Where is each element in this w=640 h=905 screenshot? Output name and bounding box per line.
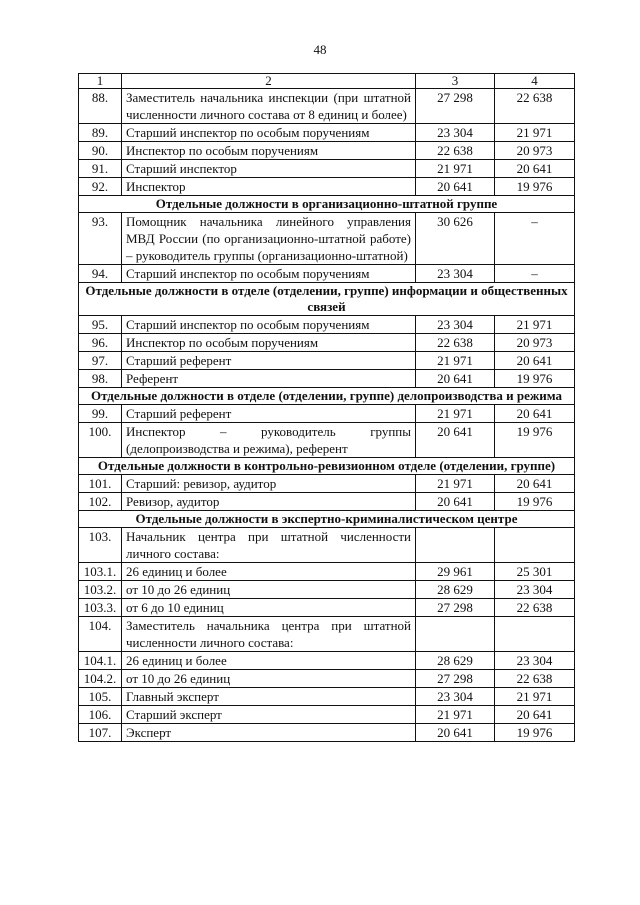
salary-table xyxy=(78,73,575,742)
section-title: Отдельные должности в экспертно-криминалистическом центре xyxy=(79,511,575,528)
table-row xyxy=(79,652,575,670)
table-row xyxy=(79,142,575,160)
row-value-col3: 20 641 xyxy=(416,423,495,458)
row-value-col4: 23 304 xyxy=(495,652,575,670)
row-description: Инспектор – руководитель группы (делопроизводства и режима), референт xyxy=(122,423,416,458)
row-number: 105. xyxy=(79,688,122,706)
table-row xyxy=(79,475,575,493)
table-row xyxy=(79,265,575,283)
section-title: Отдельные должности в организационно-штатной группе xyxy=(79,196,575,213)
row-number: 101. xyxy=(79,475,122,493)
row-description: Референт xyxy=(122,370,416,388)
table-row xyxy=(79,316,575,334)
header-col-3: 3 xyxy=(416,74,495,89)
row-value-col4: 20 641 xyxy=(495,706,575,724)
section-row xyxy=(79,458,575,475)
row-description: от 6 до 10 единиц xyxy=(122,599,416,617)
row-value-col4: 19 976 xyxy=(495,178,575,196)
row-number: 98. xyxy=(79,370,122,388)
row-value-col3: 23 304 xyxy=(416,316,495,334)
row-number: 103.2. xyxy=(79,581,122,599)
row-value-col3: 20 641 xyxy=(416,724,495,742)
row-value-col3: 27 298 xyxy=(416,599,495,617)
row-value-col3: 23 304 xyxy=(416,265,495,283)
table-row xyxy=(79,688,575,706)
row-description: Старший инспектор xyxy=(122,160,416,178)
row-description: от 10 до 26 единиц xyxy=(122,670,416,688)
section-title: Отдельные должности в отделе (отделении, группе) делопроизводства и режима xyxy=(79,388,575,405)
row-value-col4: 25 301 xyxy=(495,563,575,581)
row-number: 106. xyxy=(79,706,122,724)
row-number: 104.1. xyxy=(79,652,122,670)
row-value-col3: 27 298 xyxy=(416,670,495,688)
row-value-col3: 20 641 xyxy=(416,178,495,196)
table-row xyxy=(79,599,575,617)
row-number: 107. xyxy=(79,724,122,742)
row-description: Заместитель начальника инспекции (при штатной численности личного состава от 8 единиц и более) xyxy=(122,89,416,124)
row-number: 93. xyxy=(79,213,122,265)
row-number: 92. xyxy=(79,178,122,196)
header-row xyxy=(79,74,575,89)
table-row xyxy=(79,563,575,581)
row-value-col4: – xyxy=(495,213,575,265)
row-number: 91. xyxy=(79,160,122,178)
row-description: Старший инспектор по особым поручениям xyxy=(122,124,416,142)
row-description: Помощник начальника линейного управления МВД России (по организационно-штатной работе) – руководитель группы (организационно-штатной) xyxy=(122,213,416,265)
row-value-col4: 21 971 xyxy=(495,124,575,142)
row-description: Старший эксперт xyxy=(122,706,416,724)
row-description: Старший: ревизор, аудитор xyxy=(122,475,416,493)
row-value-col4: 20 641 xyxy=(495,352,575,370)
row-value-col3: 29 961 xyxy=(416,563,495,581)
row-value-col3: 21 971 xyxy=(416,160,495,178)
row-value-col3: 28 629 xyxy=(416,581,495,599)
section-row xyxy=(79,511,575,528)
table-row xyxy=(79,334,575,352)
row-value-col4: 20 641 xyxy=(495,160,575,178)
row-value-col4: 19 976 xyxy=(495,493,575,511)
row-number: 104. xyxy=(79,617,122,652)
row-number: 95. xyxy=(79,316,122,334)
table-row xyxy=(79,160,575,178)
table-row xyxy=(79,213,575,265)
row-description: 26 единиц и более xyxy=(122,563,416,581)
section-row xyxy=(79,196,575,213)
row-value-col4: 21 971 xyxy=(495,688,575,706)
page-number: 48 xyxy=(313,42,327,57)
row-number: 97. xyxy=(79,352,122,370)
row-value-col4: 20 641 xyxy=(495,405,575,423)
row-description: Инспектор xyxy=(122,178,416,196)
section-title: Отдельные должности в отделе (отделении, группе) информации и общественных связей xyxy=(79,283,575,316)
row-value-col3: 21 971 xyxy=(416,352,495,370)
row-value-col3: 20 641 xyxy=(416,493,495,511)
row-value-col3: 28 629 xyxy=(416,652,495,670)
section-title: Отдельные должности в контрольно-ревизионном отделе (отделении, группе) xyxy=(79,458,575,475)
table-row xyxy=(79,724,575,742)
table-row xyxy=(79,423,575,458)
row-value-col4: 22 638 xyxy=(495,599,575,617)
row-value-col4: 21 971 xyxy=(495,316,575,334)
header-col-1: 1 xyxy=(79,74,122,89)
row-value-col3: 23 304 xyxy=(416,124,495,142)
row-value-col3: 27 298 xyxy=(416,89,495,124)
row-description: 26 единиц и более xyxy=(122,652,416,670)
table-row xyxy=(79,370,575,388)
row-number: 104.2. xyxy=(79,670,122,688)
row-description: Начальник центра при штатной численности личного состава: xyxy=(122,528,416,563)
row-number: 102. xyxy=(79,493,122,511)
row-number: 94. xyxy=(79,265,122,283)
table-row xyxy=(79,706,575,724)
row-description: Старший инспектор по особым поручениям xyxy=(122,316,416,334)
row-value-col3: 21 971 xyxy=(416,475,495,493)
row-value-col4 xyxy=(495,528,575,563)
row-number: 99. xyxy=(79,405,122,423)
row-number: 100. xyxy=(79,423,122,458)
row-value-col3 xyxy=(416,617,495,652)
row-description: Старший референт xyxy=(122,405,416,423)
table-row xyxy=(79,178,575,196)
row-value-col4: 19 976 xyxy=(495,370,575,388)
table-row xyxy=(79,89,575,124)
row-value-col3: 30 626 xyxy=(416,213,495,265)
row-description: Инспектор по особым поручениям xyxy=(122,334,416,352)
row-value-col4: 22 638 xyxy=(495,670,575,688)
section-row xyxy=(79,283,575,316)
row-value-col4: 20 973 xyxy=(495,142,575,160)
row-number: 103. xyxy=(79,528,122,563)
row-description: Старший инспектор по особым поручениям xyxy=(122,265,416,283)
row-value-col4: 19 976 xyxy=(495,724,575,742)
row-description: Главный эксперт xyxy=(122,688,416,706)
row-value-col4: 22 638 xyxy=(495,89,575,124)
row-value-col4: 19 976 xyxy=(495,423,575,458)
header-col-2: 2 xyxy=(122,74,416,89)
row-value-col3: 22 638 xyxy=(416,142,495,160)
row-number: 103.3. xyxy=(79,599,122,617)
row-description: Эксперт xyxy=(122,724,416,742)
row-value-col3 xyxy=(416,528,495,563)
table-row xyxy=(79,493,575,511)
row-description: Старший референт xyxy=(122,352,416,370)
row-number: 96. xyxy=(79,334,122,352)
row-description: Ревизор, аудитор xyxy=(122,493,416,511)
row-value-col3: 23 304 xyxy=(416,688,495,706)
table-row xyxy=(79,617,575,652)
section-row xyxy=(79,388,575,405)
row-number: 90. xyxy=(79,142,122,160)
row-description: от 10 до 26 единиц xyxy=(122,581,416,599)
row-value-col3: 21 971 xyxy=(416,405,495,423)
table-body xyxy=(79,89,575,742)
row-value-col4: 20 641 xyxy=(495,475,575,493)
row-description: Заместитель начальника центра при штатной численности личного состава: xyxy=(122,617,416,652)
row-number: 89. xyxy=(79,124,122,142)
table-row xyxy=(79,528,575,563)
row-value-col3: 20 641 xyxy=(416,370,495,388)
table-row xyxy=(79,581,575,599)
row-number: 103.1. xyxy=(79,563,122,581)
row-number: 88. xyxy=(79,89,122,124)
row-value-col4: 20 973 xyxy=(495,334,575,352)
row-value-col3: 21 971 xyxy=(416,706,495,724)
header-col-4: 4 xyxy=(495,74,575,89)
table-row xyxy=(79,124,575,142)
row-value-col3: 22 638 xyxy=(416,334,495,352)
row-value-col4: 23 304 xyxy=(495,581,575,599)
row-value-col4: – xyxy=(495,265,575,283)
table-row xyxy=(79,352,575,370)
table-row xyxy=(79,670,575,688)
table-row xyxy=(79,405,575,423)
row-description: Инспектор по особым поручениям xyxy=(122,142,416,160)
row-value-col4 xyxy=(495,617,575,652)
